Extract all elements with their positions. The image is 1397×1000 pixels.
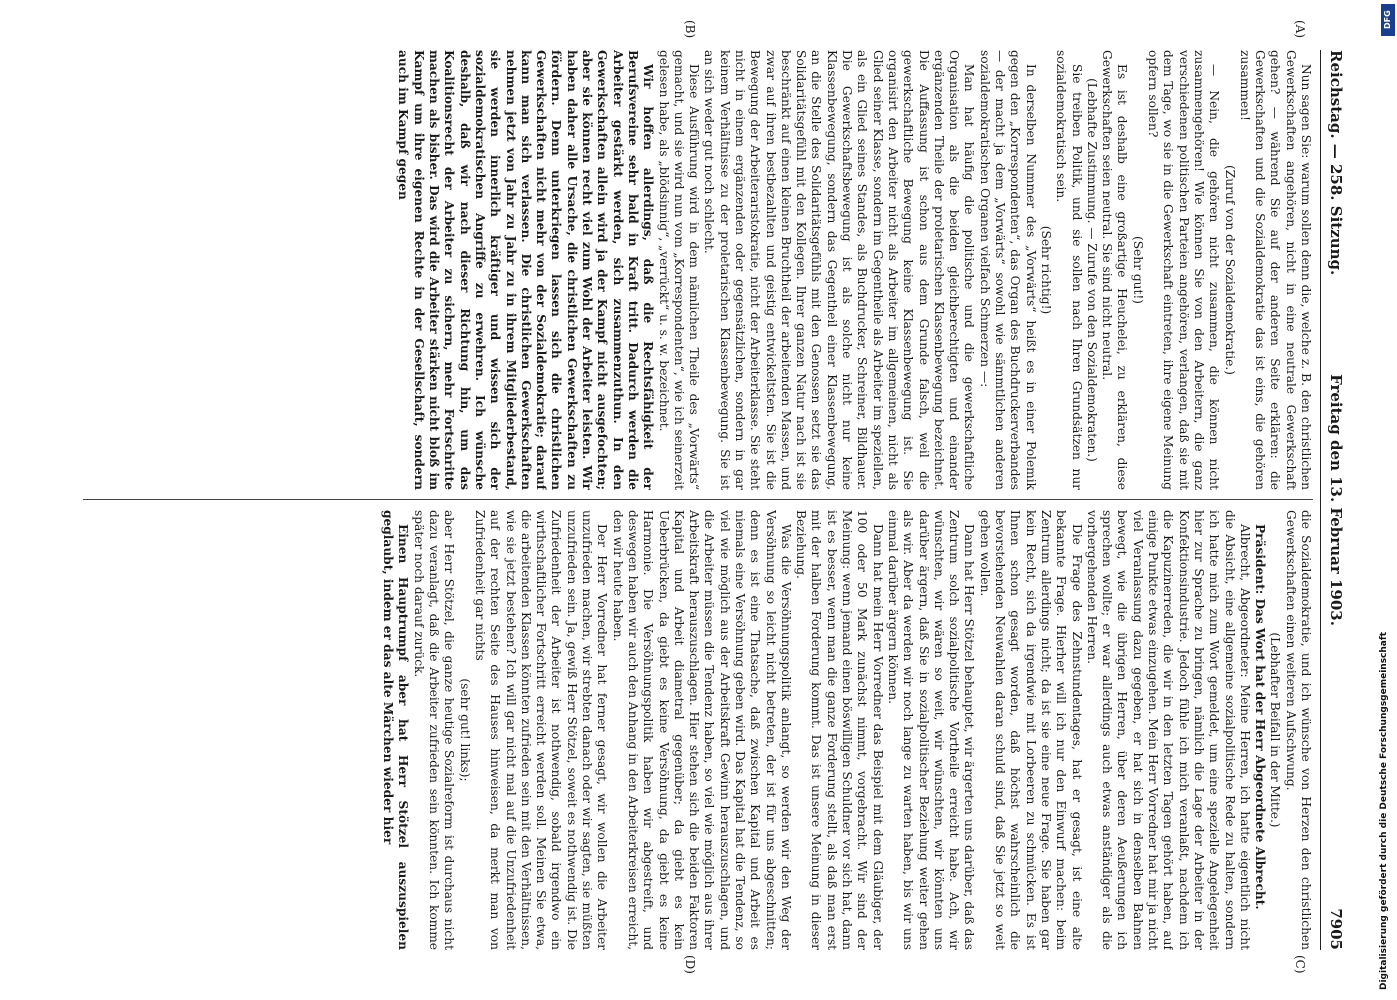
left-para-1: (Zuruf von der Sozialdemokratie.) — [1222, 165, 1237, 375]
digitization-note: Digitalisierung gefördert durch die Deutsche Forschungsgemeinschaft — [1379, 631, 1389, 990]
left-para-11: Wir hoffen allerdings, daß die Rechtsfähigkeit der Berufsvereine sehr bald in Kraft tritt. Dadurch werden die Arbeiter gestärkt werden, sich zusammenzuthun. In den Gewerkschaften allein wird ja der Kampf nicht ausgefochten; aber sie können recht viel zum Wohl der Arbeiter leisten. Wir haben daher alle Ursache, die christlichen Gewerkschaften zu fördern. Denn unterkriegen lassen sich die christlichen Gewerkschaften nicht mehr von der Sozialdemokratie; darauf kann man sich verlassen. Die christlichen Gewerkschaften nehmen jetzt von Jahr zu Jahr zu in ihrem Mitgliederbestand, sie werden innerlich kräftiger und wissen sich der sozialdemokratischen Angriffe zu erwehren. Ich wünsche deshalb, daß wir nach dieser Richtung hin, um das Koalitionsrecht der Arbeiter zu sichern, mehr Fortschritte machen als bisher. Das wird die Arbeiter stärken nicht bloß im Kampf um ihre eigenen Rechte in der Gesellschaft, sondern auch im Kampf gegen — [396, 50, 656, 490]
right-para-4: Die Frage des Zehnstundentages, hat er gesagt, ist eine alte bekannte Frage. Hierher will ich nur den Einwurf machen: beim Zentrum allerdings nicht; da ist sie eine neue Frage. Sie haben gar kein Recht, sich da irgendwie mit Lorbeeren zu schmücken. Es ist Ihnen schon gesagt worden, daß höchst wahrscheinlich die bevorstehenden Neuwahlen daran schuld sind, daß Sie jetzt so weit gehen wollen. — [977, 510, 1084, 950]
right-para-3: Albrecht, Abgeordneter: Meine Herren, ich hatte eigentlich nicht die Absicht, eine allgemeine sozialpolitische Rede zu halten, sondern ich hatte mich zum Wort gemeldet, um eine spezielle Angelegenheit hier zur Sprache zu bringen, nämlich die Lage der Arbeiter in der Konfektionsindustrie. Jedoch fühle ich mich veranlaßt, nachdem ich die Kapuzinerreden, die wir in den letzten Tagen gehört haben, auf einige Punkte etwas einzugehen. Mein Herr Vorredner hat mir ja nicht viel Veranlassung dazu gegeben, er hat sich in denselben Bahnen bewegt, wie die übrigen Herren, über deren Aeußerungen ich sprechen wollte; er war allerdings auch etwas anständiger als die vorhergehenden Herren. — [1084, 510, 1252, 950]
right-para-9: (sehr gut! links); — [457, 678, 472, 782]
margin-marker-a: (A) — [1293, 20, 1307, 39]
left-para-2: — Nein, die gehören nicht zusammen, die können nicht zusammengehören! Wie können Sie von den Arbeitern, die ganz verschiedenen politischen Parteien angehören, verlangen, daß sie mit dem Tage, wo sie in die Gewerkschaft eintreten, ihre eigene Meinung opfern sollen? — [1146, 50, 1222, 490]
right-para-10: aber Herr Stötzel, die ganze heutige Sozialreform ist durchaus nicht dazu veranlagt, daß die Arbeiter zufrieden sein könnten. Ich komme später noch darauf zurück. — [411, 510, 457, 950]
right-para-1: (Lebhafter Beifall in der Mitte.) — [1268, 632, 1283, 828]
right-para-8: Der Herr Vorredner hat ferner gesagt, wir wollen die Arbeiter unzufrieden machen, wir strebten danach oder wir sagten, sie müßten unzufrieden sein. Ja, gewiß Herr Stötzel, soweit es nothwendig ist. Die Zufriedenheit der Arbeiter ist nothwendig, sobald irgendwo ein wirthschaftlicher Fortschritt erreicht werden soll. Meinen Sie etwa, die arbeitenden Klassen könnten zufrieden sein mit den Verhältnissen, wie sie jetzt bestehen? Ich will gar nicht mal auf die Unzufriedenheit auf der rechten Seite des Hauses hinweisen, da merkt man von Zufriedenheit gar nichts — [472, 510, 610, 950]
right-column — [83, 510, 1313, 950]
right-para-11: Einen Hauptrumpf aber hat Herr Stötzel auszuspielen geglaubt, indem er das alte Märchen wieder hier — [381, 510, 411, 950]
left-column — [83, 50, 1313, 490]
left-para-9: Man hat häufig die politische und die gewerkschaftliche Organisation als die beiden gleichberechtigten und einander ergänzenden Theile der proletarischen Klassenbewegung bezeichnet. Die Auffassung ist schon aus dem Grunde falsch, weil die gewerkschaftliche Bewegung keine Klassenbewegung ist. Sie organisirt den Arbeiter nicht als Arbeiter im allgemeinen, nicht als Glied seiner Klasse, sondern im Gegentheile als Arbeiter im speziellen, als ein Glied seines Standes, als Buchdrucker, Schreiner, Bildhauer. Die Gewerkschaftsbewegung ist als solche nicht nur keine Klassenbewegung, sondern das Gegentheil einer Klassenbewegung, an die Stelle des Solidaritätsgefühls mit den Genossen setzt sie das Solidaritätsgefühl mit den Kollegen. Ihrer ganzen Natur nach ist sie beschränkt auf einen kleinen Bruchtheil der arbeitenden Massen, und zwar auf ihren bestbezahlten und geistig entwickeltsten. Sie ist die Bewegung der Arbeiteraristokratie, nicht der Arbeiterklasse. Sie steht nicht in einem ergänzenden oder gegensätzlichen, sondern in gar keinem Verhältnisse zu der proletarischen Klassenbewegung. Sie ist an sich weder gut noch schlecht. — [702, 50, 977, 490]
page-header — [1320, 50, 1347, 950]
page-number: 7905 — [1327, 908, 1345, 950]
page-inner — [77, 50, 1347, 950]
left-para-4: Es ist deshalb eine großartige Heuchelei, zu erklären, diese Gewerkschaften seien neutral. Sie sind nicht neutral. — [1100, 50, 1130, 490]
margin-marker-d: (D) — [683, 955, 697, 974]
right-para-5: Dann hat Herr Stötzel behauptet, wir ärgerten uns darüber, daß das Zentrum solch sozialpolitische Vortheile erreicht habe. Ach, wir wünschten, wir wären so weit, wir wünschten, wir könnten uns darüber ärgern, daß Sie in sozialpolitischer Beziehung weiter gehen als wir. Aber da werden wir noch lange zu warten haben, bis wir uns einmal darüber ärgern können. — [885, 510, 977, 950]
left-para-8: In derselben Nummer des „Vorwärts“ heißt es in einer Polemik gegen den „Korrespondenten“, das Organ des Buchdruckerverbandes — der macht ja dem „Vorwärts“ sowohl wie sämmtlichen anderen sozialdemokratischen Organen vielfach Schmerzen —: — [977, 50, 1038, 490]
right-para-7: Was die Versöhnungspolitik anlangt, so werden wir den Weg der Versöhnung so leicht nicht betreten, der ist für uns abgeschnitten; denn es ist eine Thatsache, daß zwischen Kapital und Arbeit es niemals eine Versöhnung geben wird. Das Kapital hat die Tendenz, so viel wie möglich aus der Arbeitskraft Gewinn herauszuschlagen, und die Arbeiter müssen die Tendenz haben, so viel wie möglich aus ihrer Arbeitskraft herauszuschlagen. Hier stehen sich die beiden Faktoren Kapital und Arbeit diametral gegenüber; da giebt es kein Ueberbrücken, da giebt es keine Versöhnung, da giebt es keine Harmonie. Die Versöhnungspolitik haben wir abgestreift, und deswegen haben wir auch den Anhang in den Arbeiterkreisen erreicht, den wir heute haben. — [610, 510, 793, 950]
left-para-3: (Sehr gut!) — [1130, 235, 1145, 305]
left-para-5: (Lebhafte Zustimmung. — Zurufe von den Sozialdemokraten.) — [1084, 78, 1099, 462]
margin-marker-b: (B) — [683, 20, 697, 39]
right-para-2: Präsident: Das Wort hat der Herr Abgeordnete Albrecht. — [1253, 524, 1268, 910]
column-divider — [83, 499, 1313, 500]
left-para-10: Diese Ausführung wird in dem nämlichen Theile des „Vorwärts“ gemacht, und sie wird nun vom „Korrespondenten“, wie ich seinerzeit gelesen habe, als „blödsinnig“, „verrückt“ u. s. w. bezeichnet. — [656, 50, 702, 490]
margin-marker-c: (C) — [1293, 955, 1307, 974]
header-date: Freitag den 13. Februar 1903. — [1327, 374, 1345, 626]
right-para-6: Dann hat mein Herr Vorredner das Beispiel mit dem Gläubiger, der 100 oder 50 Mark zunächst nimmt, vorgebracht. Wir sind der Meinung: wenn jemand einen böswilligen Schuldner vor sich hat, dann ist es besser, wenn man die ganze Forderung stellt, als daß man erst mit der halben Forderung kommt. Das ist unsere Meinung in dieser Beziehung. — [794, 510, 885, 950]
right-para-0: die Sozialdemokratie, und ich wünsche von Herzen den christlichen Gewerkschaften einen weiteren Aufschwung. — [1283, 510, 1313, 950]
text-columns — [83, 50, 1313, 950]
left-para-6: Sie treiben Politik, und sie sollen nach Ihren Grundsätzen nur sozialdemokratisch sein. — [1054, 50, 1084, 490]
header-left: Reichstag. — 258. Sitzung. — [1327, 50, 1345, 276]
left-para-0: Nun sagen Sie: warum sollen denn die, welche z. B. den christlichen Gewerkschaften angehören, nicht in eine neutrale Gewerkschaft gehen? — während Sie auf der anderen Seite erklären: die Gewerkschaften und die Sozialdemokratie das ist eins, die gehören zusammen! — [1237, 50, 1313, 490]
left-para-7: (Sehr richtig!) — [1038, 225, 1053, 315]
dfg-logo: DFG — [1381, 4, 1395, 36]
